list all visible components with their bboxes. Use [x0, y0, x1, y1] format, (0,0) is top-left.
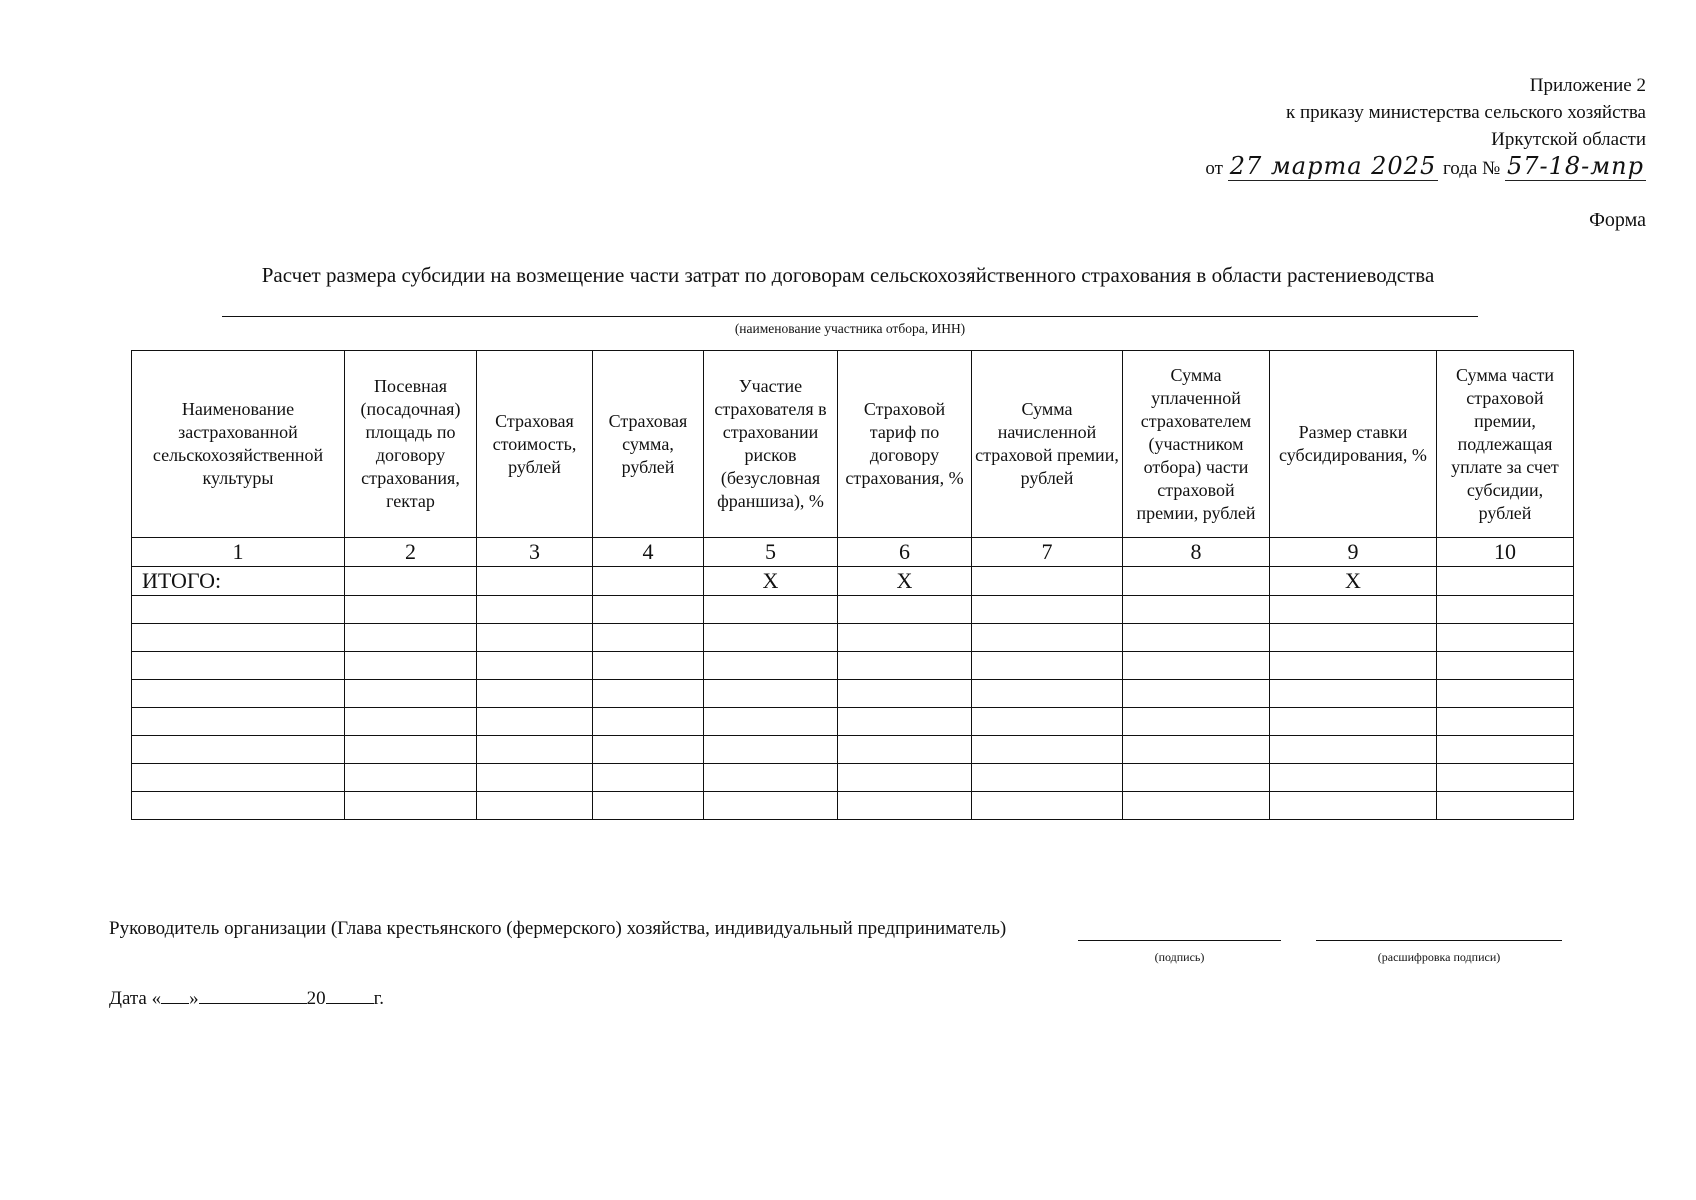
date-label: Дата «	[109, 988, 162, 1009]
header-row	[132, 351, 1574, 538]
handwritten-order-number: 57-18-мпр	[1506, 152, 1644, 180]
column-number: 9	[1270, 538, 1437, 567]
table-cell[interactable]	[593, 652, 704, 680]
table-cell[interactable]	[345, 624, 477, 652]
table-cell[interactable]	[132, 680, 345, 708]
table-cell[interactable]	[593, 708, 704, 736]
table-cell[interactable]	[1437, 792, 1574, 820]
table-cell[interactable]	[1270, 708, 1437, 736]
table-cell[interactable]	[1270, 680, 1437, 708]
table-cell[interactable]	[132, 652, 345, 680]
table-cell[interactable]	[345, 792, 477, 820]
column-number-row	[132, 538, 1574, 567]
table-row[interactable]	[132, 736, 1574, 764]
signature-decode-caption: (расшифровка подписи)	[1377, 950, 1501, 964]
date-century: 20	[306, 988, 326, 1009]
table-cell[interactable]	[972, 736, 1123, 764]
table-cell[interactable]	[477, 567, 593, 596]
table-row[interactable]	[132, 680, 1574, 708]
table-cell[interactable]	[345, 596, 477, 624]
table-cell[interactable]	[477, 792, 593, 820]
table-cell[interactable]	[1437, 652, 1574, 680]
table-cell[interactable]	[477, 624, 593, 652]
date-day-blank[interactable]	[161, 987, 189, 1004]
table-cell[interactable]	[345, 652, 477, 680]
table-cell[interactable]	[132, 764, 345, 792]
column-number: 10	[1437, 538, 1574, 567]
table-cell[interactable]	[477, 708, 593, 736]
column-number: 1	[132, 538, 345, 567]
table-cell[interactable]	[1123, 624, 1270, 652]
table-row[interactable]	[132, 708, 1574, 736]
participant-name-line[interactable]	[222, 316, 1478, 317]
year-number-label: года №	[1442, 158, 1501, 179]
table-cell[interactable]	[593, 764, 704, 792]
table-cell[interactable]	[838, 736, 972, 764]
handwritten-date: 27 марта 2025	[1229, 152, 1437, 180]
header-accrued-premium: Сумма начисленной страховой премии, рублей	[972, 351, 1123, 538]
table-cell[interactable]	[1437, 708, 1574, 736]
table-cell[interactable]	[477, 764, 593, 792]
table-cell[interactable]	[132, 736, 345, 764]
appendix-title: Приложение 2	[1529, 75, 1646, 96]
table-cell[interactable]	[972, 596, 1123, 624]
date-prefix: от	[1205, 158, 1223, 179]
table-cell[interactable]	[1437, 680, 1574, 708]
date-month-blank[interactable]	[199, 987, 307, 1004]
table-cell[interactable]	[593, 792, 704, 820]
signer-label: Руководитель организации (Глава крестьянского (фермерского) хозяйства, индивидуальный предприниматель)	[109, 918, 1007, 939]
header-subsidy-rate: Размер ставки субсидирования, %	[1270, 351, 1437, 538]
header-tariff: Страховой тариф по договору страхования, %	[838, 351, 972, 538]
table-row[interactable]	[132, 652, 1574, 680]
table-cell[interactable]	[1437, 596, 1574, 624]
table-cell[interactable]	[1270, 792, 1437, 820]
table-cell[interactable]	[838, 708, 972, 736]
signature-caption: (подпись)	[1154, 950, 1205, 964]
table-cell[interactable]	[704, 792, 838, 820]
table-cell[interactable]	[972, 764, 1123, 792]
table-cell[interactable]	[345, 764, 477, 792]
table-cell[interactable]	[972, 792, 1123, 820]
header-insured-sum: Страховая сумма, рублей	[593, 351, 704, 538]
table-cell[interactable]	[704, 708, 838, 736]
table-cell[interactable]	[1270, 624, 1437, 652]
table-cell[interactable]	[1123, 708, 1270, 736]
signature-line[interactable]	[1078, 940, 1281, 941]
column-number: 3	[477, 538, 593, 567]
table-cell[interactable]	[1123, 764, 1270, 792]
table-cell[interactable]	[838, 680, 972, 708]
table-cell[interactable]	[972, 624, 1123, 652]
date-year-blank[interactable]	[326, 987, 374, 1004]
column-number: 8	[1123, 538, 1270, 567]
signature-decode-line[interactable]	[1316, 940, 1562, 941]
table-cell[interactable]	[838, 652, 972, 680]
appendix-order-date-number	[1205, 153, 1646, 182]
table-cell[interactable]	[1123, 680, 1270, 708]
table-cell[interactable]	[1270, 652, 1437, 680]
table-cell[interactable]	[972, 567, 1123, 596]
table-row[interactable]	[132, 624, 1574, 652]
table-cell[interactable]	[132, 708, 345, 736]
table-cell[interactable]	[477, 680, 593, 708]
header-franchise: Участие страхователя в страховании рисков (безусловная франшиза), %	[704, 351, 838, 538]
table-cell[interactable]	[132, 792, 345, 820]
table-cell[interactable]	[838, 792, 972, 820]
table-cell[interactable]	[593, 736, 704, 764]
table-cell[interactable]	[345, 708, 477, 736]
column-number: 4	[593, 538, 704, 567]
table-cell-crossed: Х	[1270, 567, 1437, 596]
table-cell[interactable]	[972, 680, 1123, 708]
table-cell[interactable]	[1437, 567, 1574, 596]
column-number: 5	[704, 538, 838, 567]
date-line	[109, 987, 384, 1010]
table-cell[interactable]	[593, 680, 704, 708]
table-cell[interactable]	[132, 624, 345, 652]
form-label: Форма	[1589, 209, 1646, 231]
header-subsidy-amount: Сумма части страховой премии, подлежащая уплате за счет субсидии, рублей	[1437, 351, 1574, 538]
table-cell[interactable]	[704, 596, 838, 624]
table-cell[interactable]	[345, 736, 477, 764]
table-cell[interactable]	[704, 652, 838, 680]
table-cell[interactable]	[1437, 736, 1574, 764]
date-close-quote: »	[189, 988, 199, 1009]
table-cell[interactable]	[704, 736, 838, 764]
table-cell[interactable]	[838, 596, 972, 624]
table-cell[interactable]	[704, 764, 838, 792]
appendix-order-ref: к приказу министерства сельского хозяйства	[1286, 102, 1646, 123]
table-cell[interactable]	[593, 624, 704, 652]
column-number: 6	[838, 538, 972, 567]
table-cell[interactable]	[1437, 624, 1574, 652]
date-suffix: г.	[373, 988, 385, 1009]
table-cell[interactable]	[1123, 736, 1270, 764]
table-cell[interactable]	[838, 624, 972, 652]
table-cell[interactable]	[1123, 652, 1270, 680]
table-cell[interactable]	[345, 680, 477, 708]
table-cell[interactable]	[593, 567, 704, 596]
table-cell[interactable]	[1270, 764, 1437, 792]
header-area: Посевная (посадочная) площадь по договору страхования, гектар	[345, 351, 477, 538]
appendix-region: Иркутской области	[1491, 129, 1646, 150]
table-cell[interactable]	[704, 680, 838, 708]
table-cell[interactable]	[345, 567, 477, 596]
table-cell-crossed: Х	[704, 567, 838, 596]
table-row[interactable]	[132, 596, 1574, 624]
document-title: Расчет размера субсидии на возмещение части затрат по договорам сельскохозяйственного страхования в области растениеводства	[261, 263, 1435, 287]
table-cell[interactable]	[838, 764, 972, 792]
table-cell[interactable]	[704, 624, 838, 652]
table-cell[interactable]	[477, 652, 593, 680]
participant-name-caption: (наименование участника отбора, ИНН)	[734, 321, 966, 336]
table-cell[interactable]	[477, 596, 593, 624]
table-cell[interactable]	[1123, 567, 1270, 596]
table-cell[interactable]	[972, 652, 1123, 680]
table-cell[interactable]	[1270, 736, 1437, 764]
table-cell[interactable]	[593, 596, 704, 624]
column-number: 2	[345, 538, 477, 567]
table-cell[interactable]	[1123, 596, 1270, 624]
table-row[interactable]	[132, 792, 1574, 820]
total-label: ИТОГО:	[132, 567, 345, 596]
subsidy-calculation-table	[131, 350, 1574, 820]
header-insured-value: Страховая стоимость, рублей	[477, 351, 593, 538]
header-paid-premium: Сумма уплаченной страхователем (участником отбора) части страховой премии, рублей	[1123, 351, 1270, 538]
table-cell[interactable]	[1270, 596, 1437, 624]
table-cell[interactable]	[972, 708, 1123, 736]
total-row	[132, 567, 1574, 596]
table-cell[interactable]	[1437, 764, 1574, 792]
table-row[interactable]	[132, 764, 1574, 792]
header-crop: Наименование застрахованной сельскохозяйственной культуры	[132, 351, 345, 538]
table-cell-crossed: Х	[838, 567, 972, 596]
table-cell[interactable]	[132, 596, 345, 624]
column-number: 7	[972, 538, 1123, 567]
table-cell[interactable]	[477, 736, 593, 764]
table-cell[interactable]	[1123, 792, 1270, 820]
appendix-block	[1205, 72, 1646, 182]
